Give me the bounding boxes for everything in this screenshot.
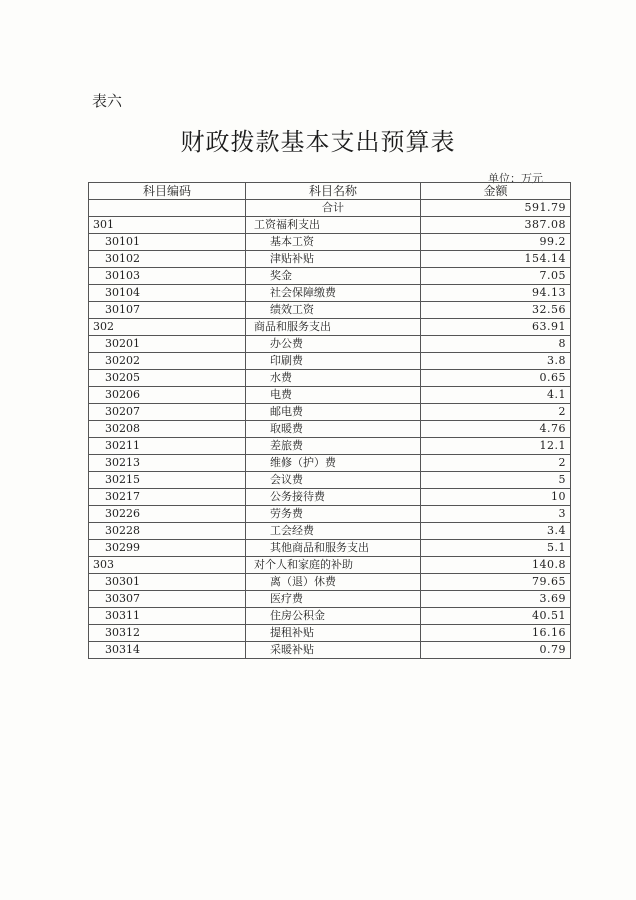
header-amount: 金额 [421, 183, 571, 200]
row-code: 30104 [89, 285, 246, 302]
table-row [89, 387, 571, 404]
row-code: 30228 [89, 523, 246, 540]
row-amount: 3.4 [421, 523, 571, 540]
table-row [89, 404, 571, 421]
row-name: 基本工资 [246, 234, 421, 251]
row-amount: 3 [421, 506, 571, 523]
row-amount: 4.1 [421, 387, 571, 404]
row-code: 30217 [89, 489, 246, 506]
table-row [89, 319, 571, 336]
row-code: 30213 [89, 455, 246, 472]
row-amount: 94.13 [421, 285, 571, 302]
row-code: 30205 [89, 370, 246, 387]
row-name: 住房公积金 [246, 608, 421, 625]
row-code: 303 [89, 557, 246, 574]
row-code: 30215 [89, 472, 246, 489]
row-amount: 16.16 [421, 625, 571, 642]
header-name: 科目名称 [246, 183, 421, 200]
row-name: 取暖费 [246, 421, 421, 438]
row-code: 30103 [89, 268, 246, 285]
row-code: 30102 [89, 251, 246, 268]
row-name: 采暖补贴 [246, 642, 421, 659]
row-name: 会议费 [246, 472, 421, 489]
row-code: 30207 [89, 404, 246, 421]
row-amount: 3.8 [421, 353, 571, 370]
row-name: 社会保障缴费 [246, 285, 421, 302]
table-row [89, 302, 571, 319]
row-amount: 32.56 [421, 302, 571, 319]
total-code-cell [89, 200, 246, 217]
row-code: 30101 [89, 234, 246, 251]
row-amount: 140.8 [421, 557, 571, 574]
row-name: 差旅费 [246, 438, 421, 455]
table-row [89, 336, 571, 353]
row-name: 津贴补贴 [246, 251, 421, 268]
row-name: 提租补贴 [246, 625, 421, 642]
table-row [89, 642, 571, 659]
row-code: 30312 [89, 625, 246, 642]
table-row [89, 523, 571, 540]
row-code: 30202 [89, 353, 246, 370]
total-row [89, 200, 571, 217]
row-amount: 5.1 [421, 540, 571, 557]
budget-table [88, 182, 571, 659]
table-row [89, 421, 571, 438]
row-name: 奖金 [246, 268, 421, 285]
row-code: 30314 [89, 642, 246, 659]
row-amount: 2 [421, 455, 571, 472]
row-name: 工会经费 [246, 523, 421, 540]
table-row [89, 217, 571, 234]
table-row [89, 251, 571, 268]
row-name: 劳务费 [246, 506, 421, 523]
row-code: 30311 [89, 608, 246, 625]
row-amount: 63.91 [421, 319, 571, 336]
row-name: 电费 [246, 387, 421, 404]
table-row [89, 625, 571, 642]
row-name: 办公费 [246, 336, 421, 353]
unit-label: 单位：万元 [488, 172, 543, 185]
row-amount: 0.79 [421, 642, 571, 659]
total-label: 合计 [246, 200, 421, 217]
row-amount: 12.1 [421, 438, 571, 455]
table-row [89, 472, 571, 489]
row-amount: 99.2 [421, 234, 571, 251]
row-name: 印刷费 [246, 353, 421, 370]
table-row [89, 268, 571, 285]
row-name: 水费 [246, 370, 421, 387]
row-code: 30208 [89, 421, 246, 438]
row-amount: 40.51 [421, 608, 571, 625]
row-name: 绩效工资 [246, 302, 421, 319]
table-row [89, 455, 571, 472]
row-code: 30201 [89, 336, 246, 353]
table-number-label: 表六 [92, 92, 123, 110]
table-row [89, 557, 571, 574]
table-row [89, 574, 571, 591]
table-row [89, 234, 571, 251]
table-row [89, 540, 571, 557]
table-row [89, 438, 571, 455]
row-amount: 2 [421, 404, 571, 421]
row-code: 30299 [89, 540, 246, 557]
row-code: 302 [89, 319, 246, 336]
header-code: 科目编码 [89, 183, 246, 200]
row-name: 工资福利支出 [246, 217, 421, 234]
page-title: 财政拨款基本支出预算表 [180, 128, 456, 156]
row-amount: 8 [421, 336, 571, 353]
row-name: 离（退）休费 [246, 574, 421, 591]
table-row [89, 370, 571, 387]
row-amount: 79.65 [421, 574, 571, 591]
row-amount: 154.14 [421, 251, 571, 268]
row-name: 医疗费 [246, 591, 421, 608]
table-row [89, 353, 571, 370]
row-amount: 3.69 [421, 591, 571, 608]
row-code: 30206 [89, 387, 246, 404]
table-row [89, 285, 571, 302]
row-amount: 7.05 [421, 268, 571, 285]
table-row [89, 608, 571, 625]
row-code: 30107 [89, 302, 246, 319]
row-name: 其他商品和服务支出 [246, 540, 421, 557]
table-row [89, 506, 571, 523]
row-name: 商品和服务支出 [246, 319, 421, 336]
row-amount: 4.76 [421, 421, 571, 438]
row-amount: 387.08 [421, 217, 571, 234]
table-row [89, 489, 571, 506]
row-name: 邮电费 [246, 404, 421, 421]
header-row [89, 183, 571, 200]
row-amount: 0.65 [421, 370, 571, 387]
row-amount: 10 [421, 489, 571, 506]
row-code: 30211 [89, 438, 246, 455]
row-name: 维修（护）费 [246, 455, 421, 472]
row-amount: 5 [421, 472, 571, 489]
row-name: 公务接待费 [246, 489, 421, 506]
row-code: 30301 [89, 574, 246, 591]
row-code: 30226 [89, 506, 246, 523]
row-name: 对个人和家庭的补助 [246, 557, 421, 574]
row-code: 301 [89, 217, 246, 234]
total-amount: 591.79 [421, 200, 571, 217]
row-code: 30307 [89, 591, 246, 608]
table-row [89, 591, 571, 608]
